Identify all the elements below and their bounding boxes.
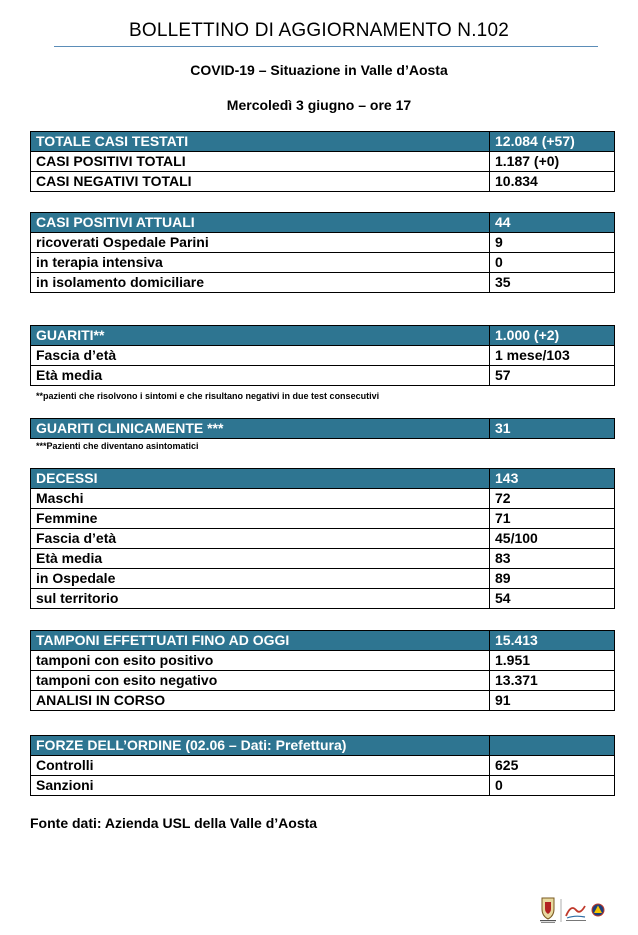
guariti-footnote: **pazienti che risolvono i sintomi e che risultano negativi in due test consecutivi bbox=[36, 391, 380, 401]
table-casi-attuali bbox=[30, 212, 615, 293]
row-label: in isolamento domiciliare bbox=[31, 273, 490, 293]
table-header-row bbox=[31, 326, 615, 346]
row-value: 1.951 bbox=[490, 651, 615, 671]
row-value: 89 bbox=[490, 569, 615, 589]
row-value: 83 bbox=[490, 549, 615, 569]
row-label: TAMPONI EFFETTUATI FINO AD OGGI bbox=[31, 631, 490, 651]
table-row bbox=[31, 691, 615, 711]
table-header-row bbox=[31, 132, 615, 152]
table-header-row bbox=[31, 419, 615, 439]
row-value: 35 bbox=[490, 273, 615, 293]
row-label: sul territorio bbox=[31, 589, 490, 609]
table-row bbox=[31, 273, 615, 293]
table-row bbox=[31, 233, 615, 253]
row-value: 91 bbox=[490, 691, 615, 711]
row-label: tamponi con esito positivo bbox=[31, 651, 490, 671]
table-header-row bbox=[31, 213, 615, 233]
row-value: 1 mese/103 bbox=[490, 346, 615, 366]
row-label: FORZE DELL’ORDINE (02.06 – Dati: Prefettura) bbox=[31, 736, 490, 756]
table-row bbox=[31, 776, 615, 796]
table-row bbox=[31, 756, 615, 776]
row-label: GUARITI** bbox=[31, 326, 490, 346]
row-value: 13.371 bbox=[490, 671, 615, 691]
row-label: Sanzioni bbox=[31, 776, 490, 796]
row-label: Età media bbox=[31, 549, 490, 569]
row-value: 31 bbox=[490, 419, 615, 439]
table-row bbox=[31, 366, 615, 386]
row-value: 54 bbox=[490, 589, 615, 609]
row-value: 15.413 bbox=[490, 631, 615, 651]
bulletin-date: Mercoledì 3 giugno – ore 17 bbox=[226, 97, 412, 113]
row-label: Maschi bbox=[31, 489, 490, 509]
civil-protection-logo bbox=[592, 904, 604, 916]
row-label: DECESSI bbox=[31, 469, 490, 489]
row-label: Femmine bbox=[31, 509, 490, 529]
table-row bbox=[31, 589, 615, 609]
row-label: TOTALE CASI TESTATI bbox=[31, 132, 490, 152]
row-value: 625 bbox=[490, 756, 615, 776]
row-value: 44 bbox=[490, 213, 615, 233]
usl-logo bbox=[566, 906, 586, 921]
row-label: CASI POSITIVI ATTUALI bbox=[31, 213, 490, 233]
row-label: in terapia intensiva bbox=[31, 253, 490, 273]
bulletin-title: BOLLETTINO DI AGGIORNAMENTO N.102 bbox=[128, 20, 509, 41]
row-label: in Ospedale bbox=[31, 569, 490, 589]
bulletin-subtitle: COVID-19 – Situazione in Valle d’Aosta bbox=[190, 62, 448, 78]
row-label: Fascia d’età bbox=[31, 529, 490, 549]
row-label: Controlli bbox=[31, 756, 490, 776]
table-row bbox=[31, 671, 615, 691]
regional-crest-logo bbox=[540, 898, 556, 923]
table-row bbox=[31, 172, 615, 192]
row-label: Età media bbox=[31, 366, 490, 386]
row-value: 0 bbox=[490, 253, 615, 273]
table-row bbox=[31, 489, 615, 509]
row-value: 72 bbox=[490, 489, 615, 509]
row-value: 57 bbox=[490, 366, 615, 386]
table-row bbox=[31, 346, 615, 366]
row-label: CASI NEGATIVI TOTALI bbox=[31, 172, 490, 192]
row-label: tamponi con esito negativo bbox=[31, 671, 490, 691]
row-value: 10.834 bbox=[490, 172, 615, 192]
table-row bbox=[31, 152, 615, 172]
row-label: CASI POSITIVI TOTALI bbox=[31, 152, 490, 172]
title-divider bbox=[54, 46, 598, 47]
row-value: 12.084 (+57) bbox=[490, 132, 615, 152]
footer-logos bbox=[536, 896, 608, 929]
row-label: ANALISI IN CORSO bbox=[31, 691, 490, 711]
row-value: 143 bbox=[490, 469, 615, 489]
table-guariti-clinicamente bbox=[30, 418, 615, 439]
table-row bbox=[31, 509, 615, 529]
table-row bbox=[31, 253, 615, 273]
table-guariti bbox=[30, 325, 615, 386]
table-header-row bbox=[31, 469, 615, 489]
table-decessi bbox=[30, 468, 615, 609]
table-row bbox=[31, 651, 615, 671]
row-label: ricoverati Ospedale Parini bbox=[31, 233, 490, 253]
table-header-row bbox=[31, 631, 615, 651]
table-row bbox=[31, 569, 615, 589]
table-totale-casi bbox=[30, 131, 615, 192]
table-forze-ordine bbox=[30, 735, 615, 796]
table-header-row bbox=[31, 736, 615, 756]
row-value: 1.187 (+0) bbox=[490, 152, 615, 172]
table-row bbox=[31, 529, 615, 549]
data-source: Fonte dati: Azienda USL della Valle d’Aosta bbox=[30, 815, 318, 831]
row-value: 9 bbox=[490, 233, 615, 253]
logos-svg bbox=[536, 896, 608, 924]
table-row bbox=[31, 549, 615, 569]
row-value: 45/100 bbox=[490, 529, 615, 549]
row-label: GUARITI CLINICAMENTE *** bbox=[31, 419, 490, 439]
table-tamponi bbox=[30, 630, 615, 711]
row-value: 0 bbox=[490, 776, 615, 796]
row-value: 1.000 (+2) bbox=[490, 326, 615, 346]
row-value bbox=[490, 736, 615, 756]
clinicamente-footnote: ***Pazienti che diventano asintomatici bbox=[36, 441, 199, 451]
row-label: Fascia d’età bbox=[31, 346, 490, 366]
row-value: 71 bbox=[490, 509, 615, 529]
